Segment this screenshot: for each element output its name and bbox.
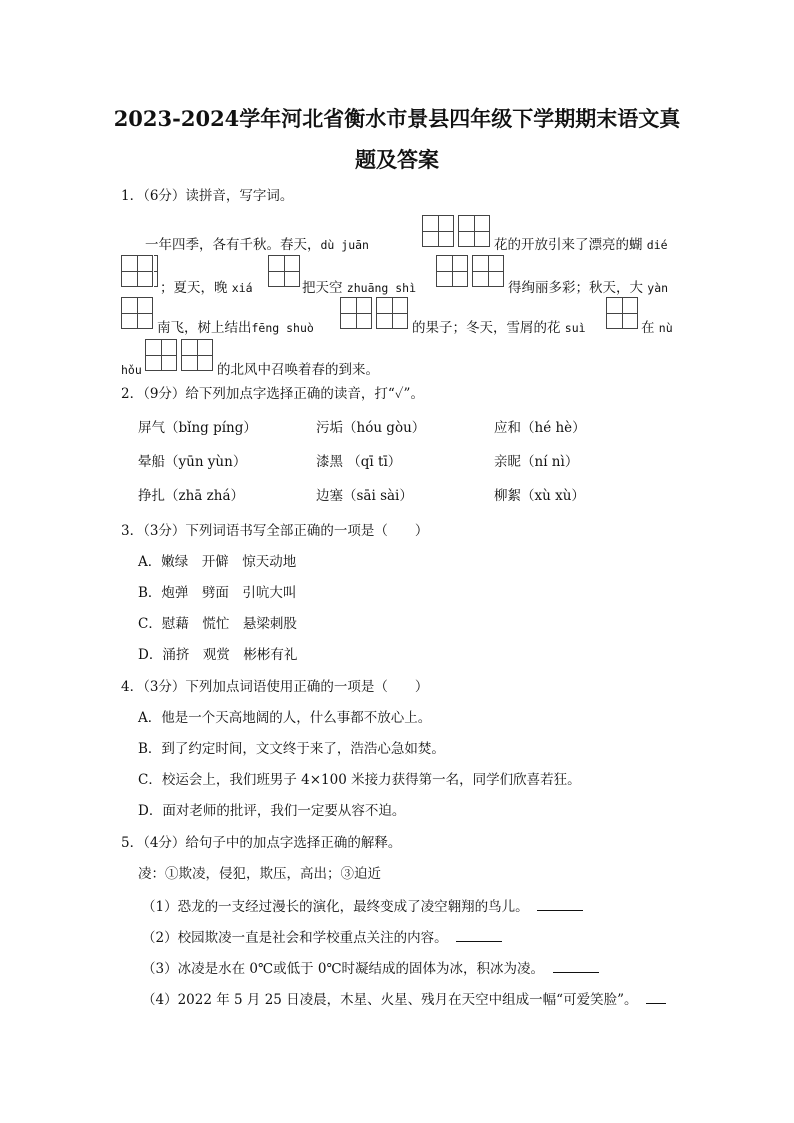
q1-text: [145, 235, 369, 255]
answer-box[interactable]: [145, 339, 177, 371]
answer-box[interactable]: [376, 297, 408, 329]
q2-item: 柳絮（xù xù）: [494, 488, 585, 504]
q1-text: 在 nù: [641, 320, 673, 336]
q2-item: 晕船（yūn yùn）: [138, 454, 247, 470]
q2-item: 污垢（hóu gòu）: [316, 420, 426, 436]
q4-header: 4．（3分）下列加点词语使用正确的一项是（ ）: [121, 679, 429, 695]
q5-sentence-2: （2）校园欺凌一直是社会和学校重点关注的内容。: [142, 927, 502, 948]
answer-box[interactable]: [436, 255, 468, 287]
q2-item: 边塞（sāi sài）: [316, 488, 413, 504]
q1-header: 1．（6分）读拼音，写字词。: [121, 188, 294, 204]
answer-box[interactable]: [268, 255, 300, 287]
q4-option-c[interactable]: C．校运会上，我们班男子 4×100 米接力获得第一名，同学们欣喜若狂。: [138, 772, 581, 788]
q4-option-a[interactable]: A．他是一个天高地阔的人，什么事都不放心上。: [138, 710, 432, 726]
q1-text: 把天空 zhuāng shì: [302, 280, 417, 296]
q2-item: 挣扎（zhā zhá）: [138, 488, 245, 504]
answer-box[interactable]: [422, 215, 454, 247]
q1-text: ；夏天，晚 xiá: [160, 280, 253, 296]
q5-header: 5．（4分）给句子中的加点字选择正确的解释。: [121, 835, 402, 851]
q3-option-c[interactable]: C．慰藉 慌忙 悬梁刺股: [138, 616, 297, 632]
q5-sentence-4: （4）2022 年 5 月 25 日凌晨，木星、火星、残月在天空中组成一幅“可爱笑脸”。: [142, 989, 666, 1010]
answer-box[interactable]: [472, 255, 504, 287]
q3-option-a[interactable]: A．嫩绿 开僻 惊天动地: [138, 554, 297, 570]
q3-option-b[interactable]: B．炮弹 劈面 引吭大叫: [138, 585, 297, 601]
answer-blank[interactable]: [553, 958, 599, 973]
q1-text: 的果子；冬天，雪屑的花 suì: [412, 320, 586, 336]
q5-sentence-1: （1）恐龙的一支经过漫长的演化，最终变成了凌空翱翔的鸟儿。: [142, 896, 583, 917]
page-title-continued: 题及答案: [355, 147, 439, 172]
answer-box[interactable]: [121, 255, 153, 287]
q3-header: 3．（3分）下列词语书写全部正确的一项是（ ）: [121, 523, 429, 539]
q4-option-b[interactable]: B．到了约定时间，文文终于来了，浩浩心急如焚。: [138, 741, 445, 757]
q1-pinyin: hǒu: [121, 363, 142, 377]
answer-box[interactable]: [181, 339, 213, 371]
q1-text: 得绚丽多彩；秋天，大 yàn: [508, 280, 669, 296]
q2-item: 屏气（bǐng píng）: [138, 420, 257, 436]
q1-pinyin: dù juān: [320, 238, 369, 252]
q1-text: 南飞，树上结出fēng shuò: [157, 320, 314, 336]
answer-blank[interactable]: [646, 989, 666, 1004]
answer-box[interactable]: [458, 215, 490, 247]
answer-box[interactable]: [121, 297, 153, 329]
answer-blank[interactable]: [456, 927, 502, 942]
q2-item: 亲昵（ní nì）: [494, 454, 579, 470]
q2-item: 应和（hé hè）: [494, 420, 586, 436]
q1-text-a: 一年四季，各有千秋。春天，: [145, 237, 321, 253]
q5-definition: 凌：①欺凌，侵犯，欺压，高出；③迫近: [138, 866, 381, 882]
q5-sentence-3: （3）冰凌是水在 0℃或低于 0℃时凝结成的固体为冰，积冰为凌。: [142, 958, 599, 979]
q4-option-d[interactable]: D．面对老师的批评，我们一定要从容不迫。: [138, 803, 406, 819]
answer-box[interactable]: [340, 297, 372, 329]
answer-box-edge: [154, 255, 158, 287]
q2-header: 2．（9分）给下列加点字选择正确的读音，打“✓”。: [121, 386, 424, 402]
q3-option-d[interactable]: D．涌挤 观赏 彬彬有礼: [138, 647, 298, 663]
page-title: 2023-2024学年河北省衡水市景县四年级下学期期末语文真: [113, 106, 681, 131]
q1-text: 花的开放引来了漂亮的蝴 dié: [494, 237, 668, 253]
answer-blank[interactable]: [537, 896, 583, 911]
answer-box[interactable]: [606, 297, 638, 329]
q1-text: 的北风中召唤着春的到来。: [217, 362, 379, 378]
q2-item: 漆黑 （qī tī）: [316, 454, 402, 470]
